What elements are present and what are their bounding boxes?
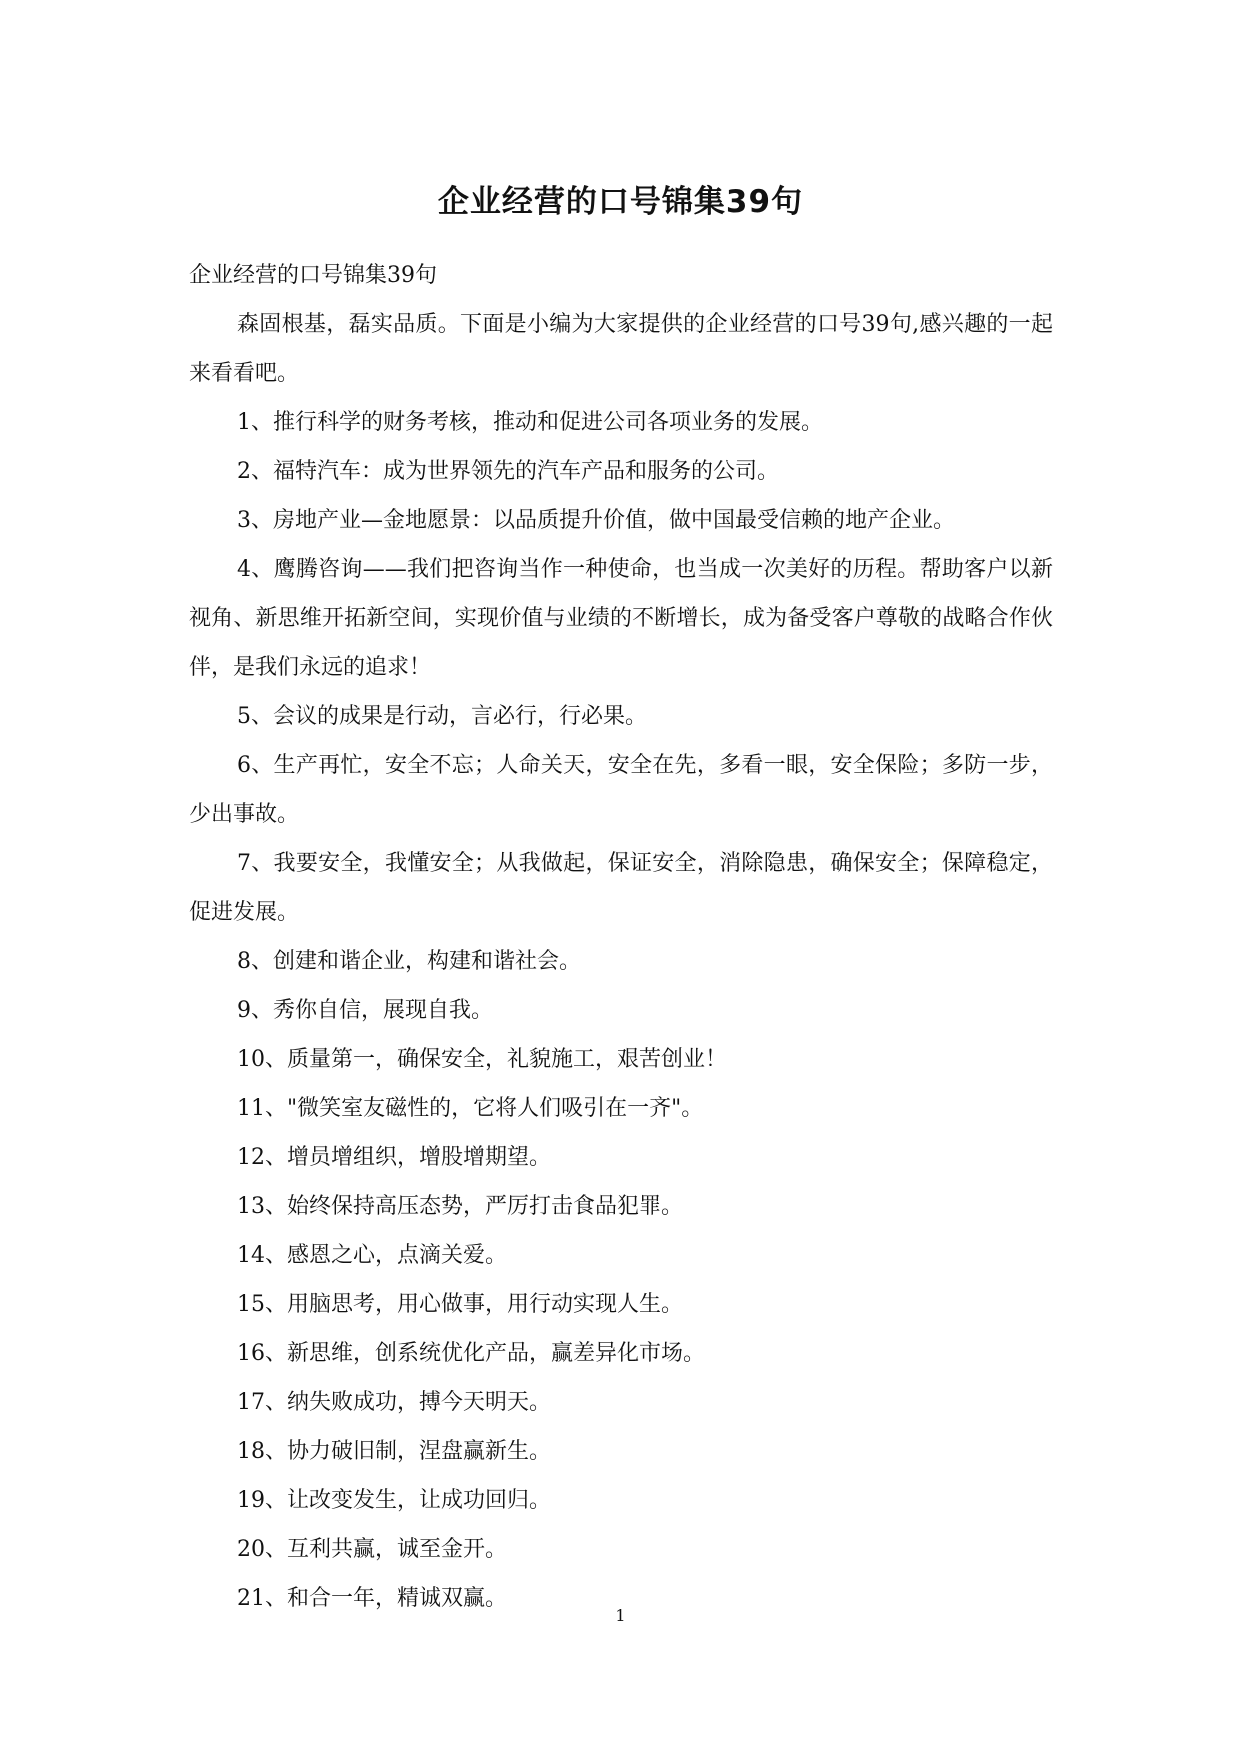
slogan-item: 9、秀你自信，展现自我。 xyxy=(237,998,493,1023)
slogan-item: 3、房地产业—金地愿景：以品质提升价值，做中国最受信赖的地产企业。 xyxy=(237,508,955,533)
slogan-item: 20、互利共赢，诚至金开。 xyxy=(237,1537,507,1562)
slogan-item: 13、始终保持高压态势，严厉打击食品犯罪。 xyxy=(237,1194,683,1219)
slogan-item: 11、"微笑室友磁性的，它将人们吸引在一齐"。 xyxy=(237,1096,704,1121)
intro-paragraph: 森固根基，磊实品质。下面是小编为大家提供的企业经营的口号39句,感兴趣的一起来看看吧。 xyxy=(189,312,1053,386)
document-title: 企业经营的口号锦集39句 xyxy=(437,184,804,220)
slogan-item: 4、鹰腾咨询——我们把咨询当作一种使命，也当成一次美好的历程。帮助客户以新视角、新思维开拓新空间，实现价值与业绩的不断增长，成为备受客户尊敬的战略合作伙伴，是我们永远的追求！ xyxy=(189,557,1053,680)
slogan-item: 15、用脑思考，用心做事，用行动实现人生。 xyxy=(237,1292,683,1317)
slogan-item: 18、协力破旧制，涅盘赢新生。 xyxy=(237,1439,551,1464)
slogan-item: 8、创建和谐企业，构建和谐社会。 xyxy=(237,949,581,974)
document-subtitle: 企业经营的口号锦集39句 xyxy=(189,263,437,288)
slogan-item: 21、和合一年，精诚双赢。 xyxy=(237,1586,507,1611)
slogan-item: 7、我要安全，我懂安全；从我做起，保证安全，消除隐患，确保安全；保障稳定，促进发展。 xyxy=(189,851,1053,925)
document-body xyxy=(189,251,1053,1623)
slogan-item: 1、推行科学的财务考核，推动和促进公司各项业务的发展。 xyxy=(237,410,823,435)
slogan-item: 10、质量第一，确保安全，礼貌施工，艰苦创业！ xyxy=(237,1047,727,1072)
slogan-item: 14、感恩之心，点滴关爱。 xyxy=(237,1243,507,1268)
page-number: 1 xyxy=(615,1606,626,1625)
slogan-item: 5、会议的成果是行动，言必行，行必果。 xyxy=(237,704,647,729)
slogan-item: 2、福特汽车：成为世界领先的汽车产品和服务的公司。 xyxy=(237,459,779,484)
slogan-item: 12、增员增组织，增股增期望。 xyxy=(237,1145,551,1170)
slogan-item: 19、让改变发生，让成功回归。 xyxy=(237,1488,551,1513)
slogan-item: 17、纳失败成功，搏今天明天。 xyxy=(237,1390,551,1415)
slogan-item: 16、新思维，创系统优化产品，赢差异化市场。 xyxy=(237,1341,705,1366)
slogan-item: 6、生产再忙，安全不忘；人命关天，安全在先，多看一眼，安全保险；多防一步，少出事故。 xyxy=(189,753,1053,827)
